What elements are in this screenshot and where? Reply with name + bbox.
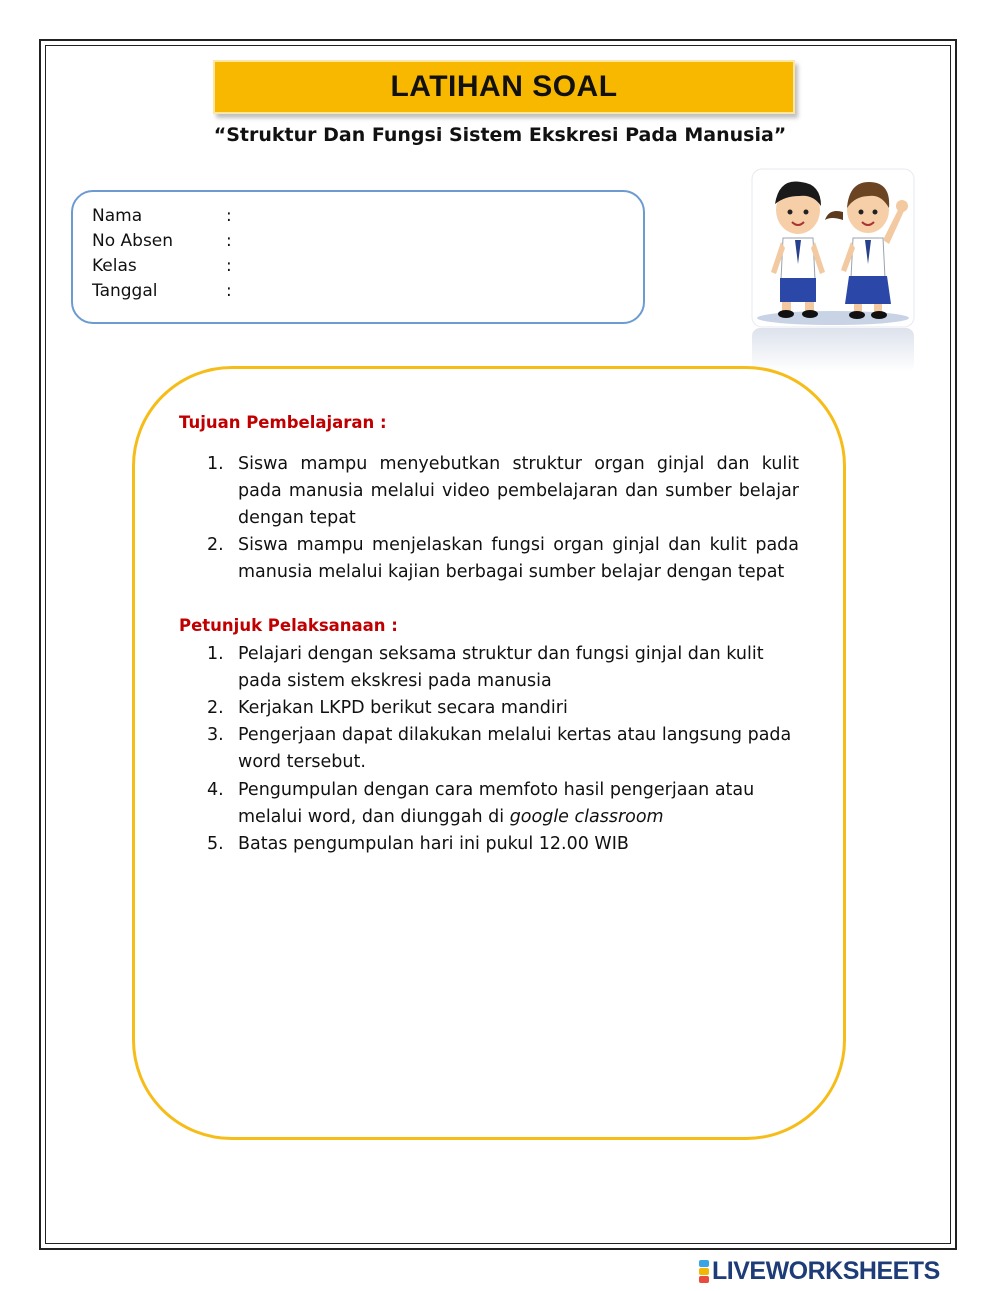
page-title: LATIHAN SOAL <box>390 70 618 103</box>
worksheet-subtitle: “Struktur Dan Fungsi Sistem Ekskresi Pada Manusia” <box>213 124 787 146</box>
tujuan-item-2-number: 2. <box>207 535 224 555</box>
tujuan-item-2 <box>207 532 799 586</box>
petunjuk-item-4-text <box>238 777 799 831</box>
petunjuk-item-2-number: 2. <box>207 698 224 718</box>
petunjuk-item-2-text: Kerjakan LKPD berikut secara mandiri <box>238 698 568 718</box>
title-banner <box>213 60 795 114</box>
petunjuk-item-5-text: Batas pengumpulan hari ini pukul 12.00 WIB <box>238 834 629 854</box>
petunjuk-item-1-text: Pelajari dengan seksama struktur dan fungsi ginjal dan kulit pada sistem ekskresi pada manusia <box>238 644 764 691</box>
petunjuk-item-5 <box>207 831 799 858</box>
field-label-tanggal: Tanggal <box>92 281 158 301</box>
petunjuk-item-3 <box>207 722 799 776</box>
tujuan-heading: Tujuan Pembelajaran : <box>179 413 387 432</box>
liveworksheets-logo-icon <box>699 1259 709 1283</box>
field-label-kelas: Kelas <box>92 256 137 276</box>
watermark-text: LIVEWORKSHEETS <box>712 1256 940 1285</box>
petunjuk-item-1-number: 1. <box>207 644 224 664</box>
petunjuk-item-4-text-italic: google classroom <box>509 807 664 827</box>
field-label-no-absen: No Absen <box>92 231 174 251</box>
petunjuk-item-3-number: 3. <box>207 725 224 745</box>
tujuan-item-2-text: Siswa mampu menjelaskan fungsi organ ginjal dan kulit pada manusia melalui kajian berbagai sumber belajar dengan tepat <box>238 535 799 582</box>
petunjuk-heading: Petunjuk Pelaksanaan : <box>179 616 398 635</box>
field-colon-nama: : <box>226 206 232 226</box>
liveworksheets-watermark <box>699 1257 940 1285</box>
field-colon-tanggal: : <box>226 281 232 301</box>
students-illustration <box>751 168 915 373</box>
petunjuk-item-5-number: 5. <box>207 834 224 854</box>
tujuan-item-1-number: 1. <box>207 454 224 474</box>
identity-box <box>71 190 645 324</box>
petunjuk-item-4 <box>207 777 799 831</box>
field-label-nama: Nama <box>92 206 143 226</box>
field-colon-no-absen: : <box>226 231 232 251</box>
petunjuk-item-4-number: 4. <box>207 780 224 800</box>
petunjuk-item-4-text-main: Pengumpulan dengan cara memfoto hasil pengerjaan atau melalui word, dan diunggah di <box>238 780 755 827</box>
petunjuk-item-1 <box>207 641 799 695</box>
petunjuk-item-3-text: Pengerjaan dapat dilakukan melalui kertas atau langsung pada word tersebut. <box>238 725 792 772</box>
field-colon-kelas: : <box>226 256 232 276</box>
tujuan-item-1-text: Siswa mampu menyebutkan struktur organ ginjal dan kulit pada manusia melalui video pembelajaran dan sumber belajar dengan tepat <box>238 454 799 528</box>
petunjuk-item-2 <box>207 695 799 722</box>
tujuan-item-1 <box>207 451 799 532</box>
